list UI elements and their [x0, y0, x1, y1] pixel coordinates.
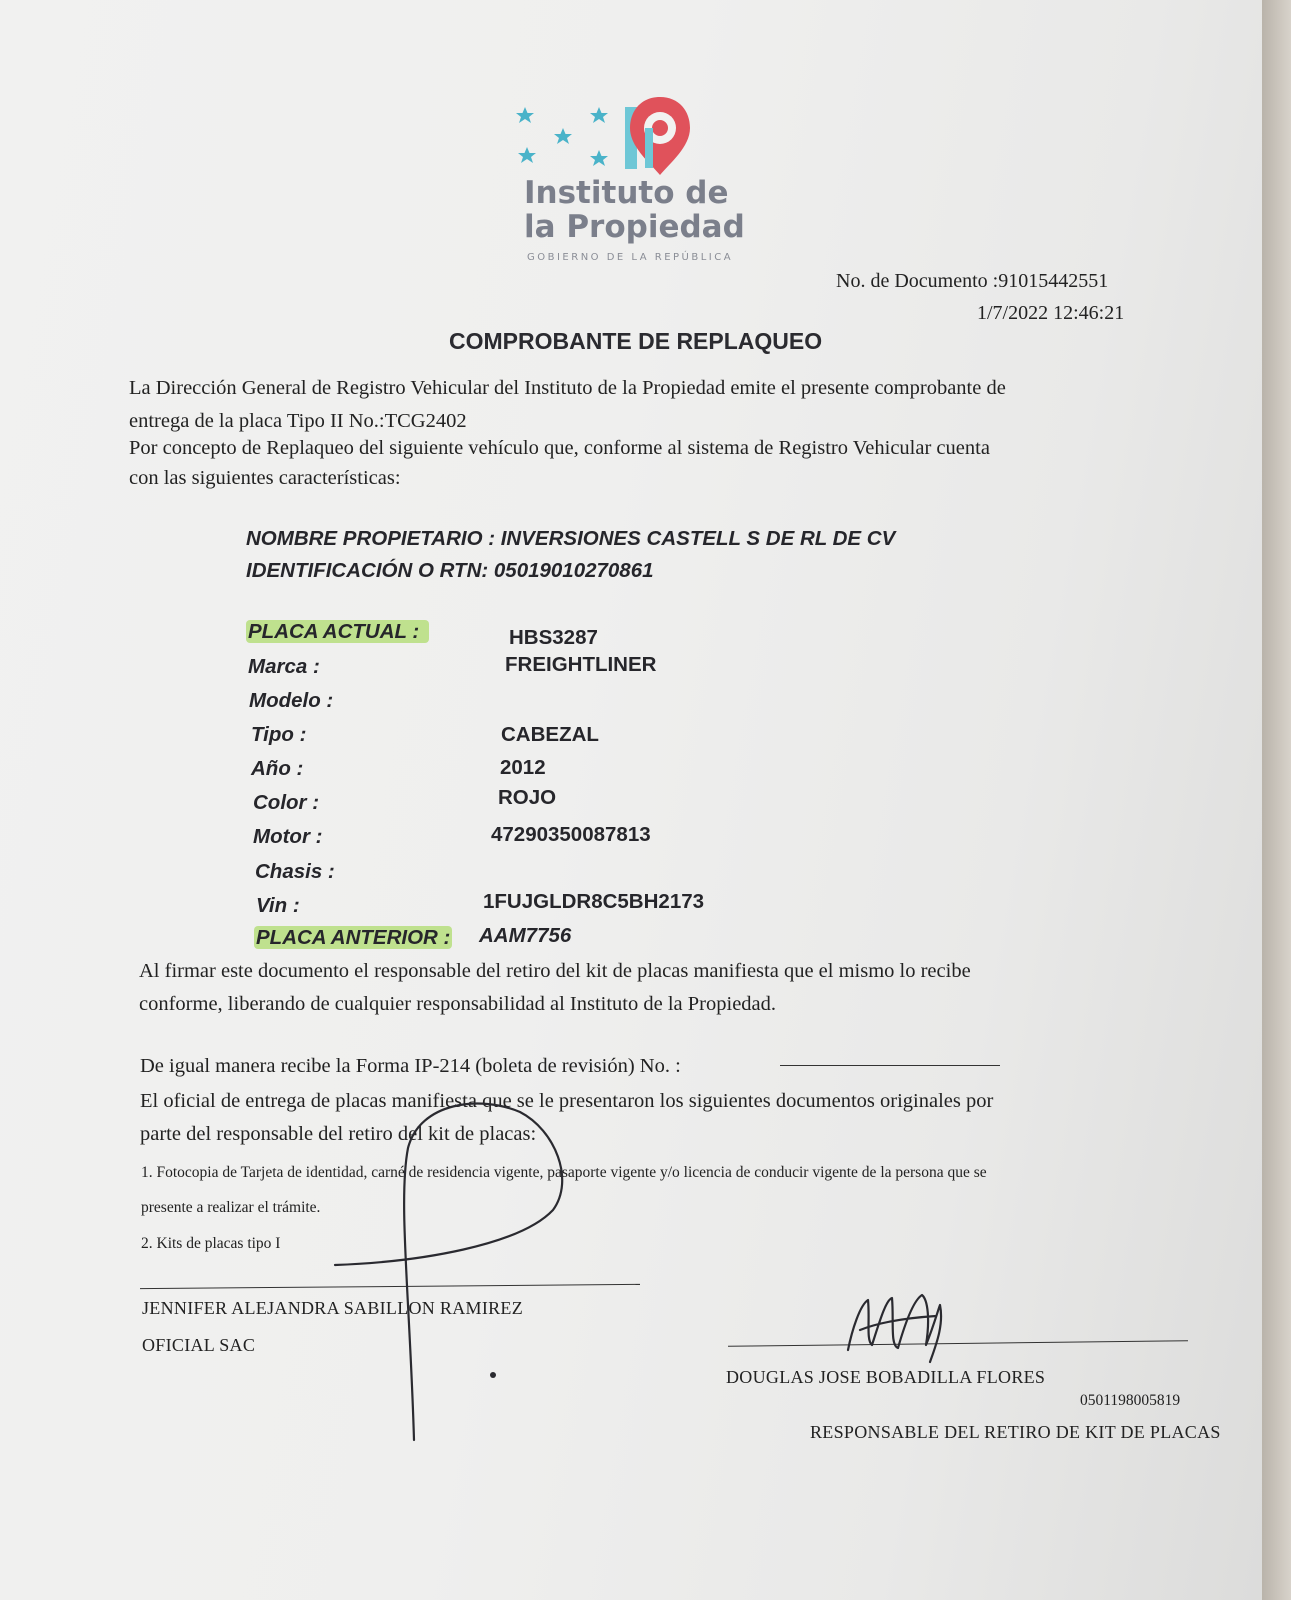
document-datetime: 1/7/2022 12:46:21 — [977, 302, 1125, 324]
placa-anterior-label: PLACA ANTERIOR : — [256, 926, 451, 949]
placa-actual-value: HBS3287 — [509, 626, 598, 649]
document-title: COMPROBANTE DE REPLAQUEO — [449, 328, 823, 354]
intro-line-1: La Dirección General de Registro Vehicular del Instituto de la Propiedad emite el presente comprobante de — [129, 377, 1006, 399]
logo-line-1: Instituto de — [524, 175, 729, 211]
document-number: No. de Documento :91015442551 — [836, 270, 1109, 292]
requirement-1-continued: presente a realizar el trámite. — [141, 1199, 321, 1216]
disclaimer-line-1: Al firmar este documento el responsable del retiro del kit de placas manifiesta que el mismo lo recibe — [139, 960, 971, 982]
placa-actual-label: PLACA ACTUAL : — [246, 620, 429, 643]
ink-dot-icon — [490, 1372, 496, 1378]
forma-line-3: parte del responsable del retiro del kit de placas: — [140, 1123, 537, 1145]
requirement-2: 2. Kits de placas tipo I — [141, 1235, 281, 1252]
color-label: Color : — [253, 791, 320, 814]
chasis-label: Chasis : — [255, 860, 335, 883]
owner-id: IDENTIFICACIÓN O RTN: 05019010270861 — [246, 559, 654, 582]
tipo-value: CABEZAL — [501, 723, 599, 746]
disclaimer-line-2: conforme, liberando de cualquier responsabilidad al Instituto de la Propiedad. — [139, 993, 777, 1015]
anio-label: Año : — [251, 757, 304, 780]
anio-value: 2012 — [500, 756, 546, 779]
forma-line-2: El oficial de entrega de placas manifiesta que se le presentaron los siguientes documentos originales por — [140, 1090, 994, 1112]
motor-label: Motor : — [253, 825, 323, 848]
placa-anterior-value: AAM7756 — [479, 924, 572, 947]
modelo-label: Modelo : — [249, 689, 334, 712]
logo-subtitle: GOBIERNO DE LA REPÚBLICA — [527, 252, 734, 263]
marca-label: Marca : — [248, 655, 320, 678]
color-value: ROJO — [498, 786, 557, 809]
receiver-signature-icon — [848, 1295, 941, 1362]
vin-value: 1FUJGLDR8C5BH2173 — [483, 890, 705, 913]
forma-line-1: De igual manera recibe la Forma IP-214 (boleta de revisión) No. : — [140, 1055, 681, 1077]
vin-label: Vin : — [256, 894, 300, 917]
intro-line-2: entrega de la placa Tipo II No.:TCG2402 — [129, 410, 467, 432]
tipo-label: Tipo : — [251, 723, 307, 746]
officer-signature-icon — [335, 1104, 562, 1440]
marca-value: FREIGHTLINER — [505, 653, 657, 676]
motor-value: 47290350087813 — [491, 823, 651, 846]
intro-line-3: Por concepto de Replaqueo del siguiente vehículo que, conforme al sistema de Registro Vehicular cuenta — [129, 437, 990, 459]
receiver-role: RESPONSABLE DEL RETIRO DE KIT DE PLACAS — [810, 1422, 1221, 1442]
receiver-name: DOUGLAS JOSE BOBADILLA FLORES — [726, 1367, 1046, 1387]
officer-role: OFICIAL SAC — [142, 1335, 256, 1355]
logo-line-2: la Propiedad — [524, 209, 745, 245]
receiver-id: 0501198005819 — [1080, 1392, 1181, 1409]
owner-name: NOMBRE PROPIETARIO : INVERSIONES CASTELL S DE RL DE CV — [246, 527, 896, 550]
officer-name: JENNIFER ALEJANDRA SABILLON RAMIREZ — [142, 1298, 524, 1318]
intro-line-4: con las siguientes características: — [129, 467, 401, 489]
requirement-1: 1. Fotocopia de Tarjeta de identidad, carné de residencia vigente, pasaporte vigente y/o licencia de conducir vigente de la persona que se — [141, 1164, 987, 1181]
